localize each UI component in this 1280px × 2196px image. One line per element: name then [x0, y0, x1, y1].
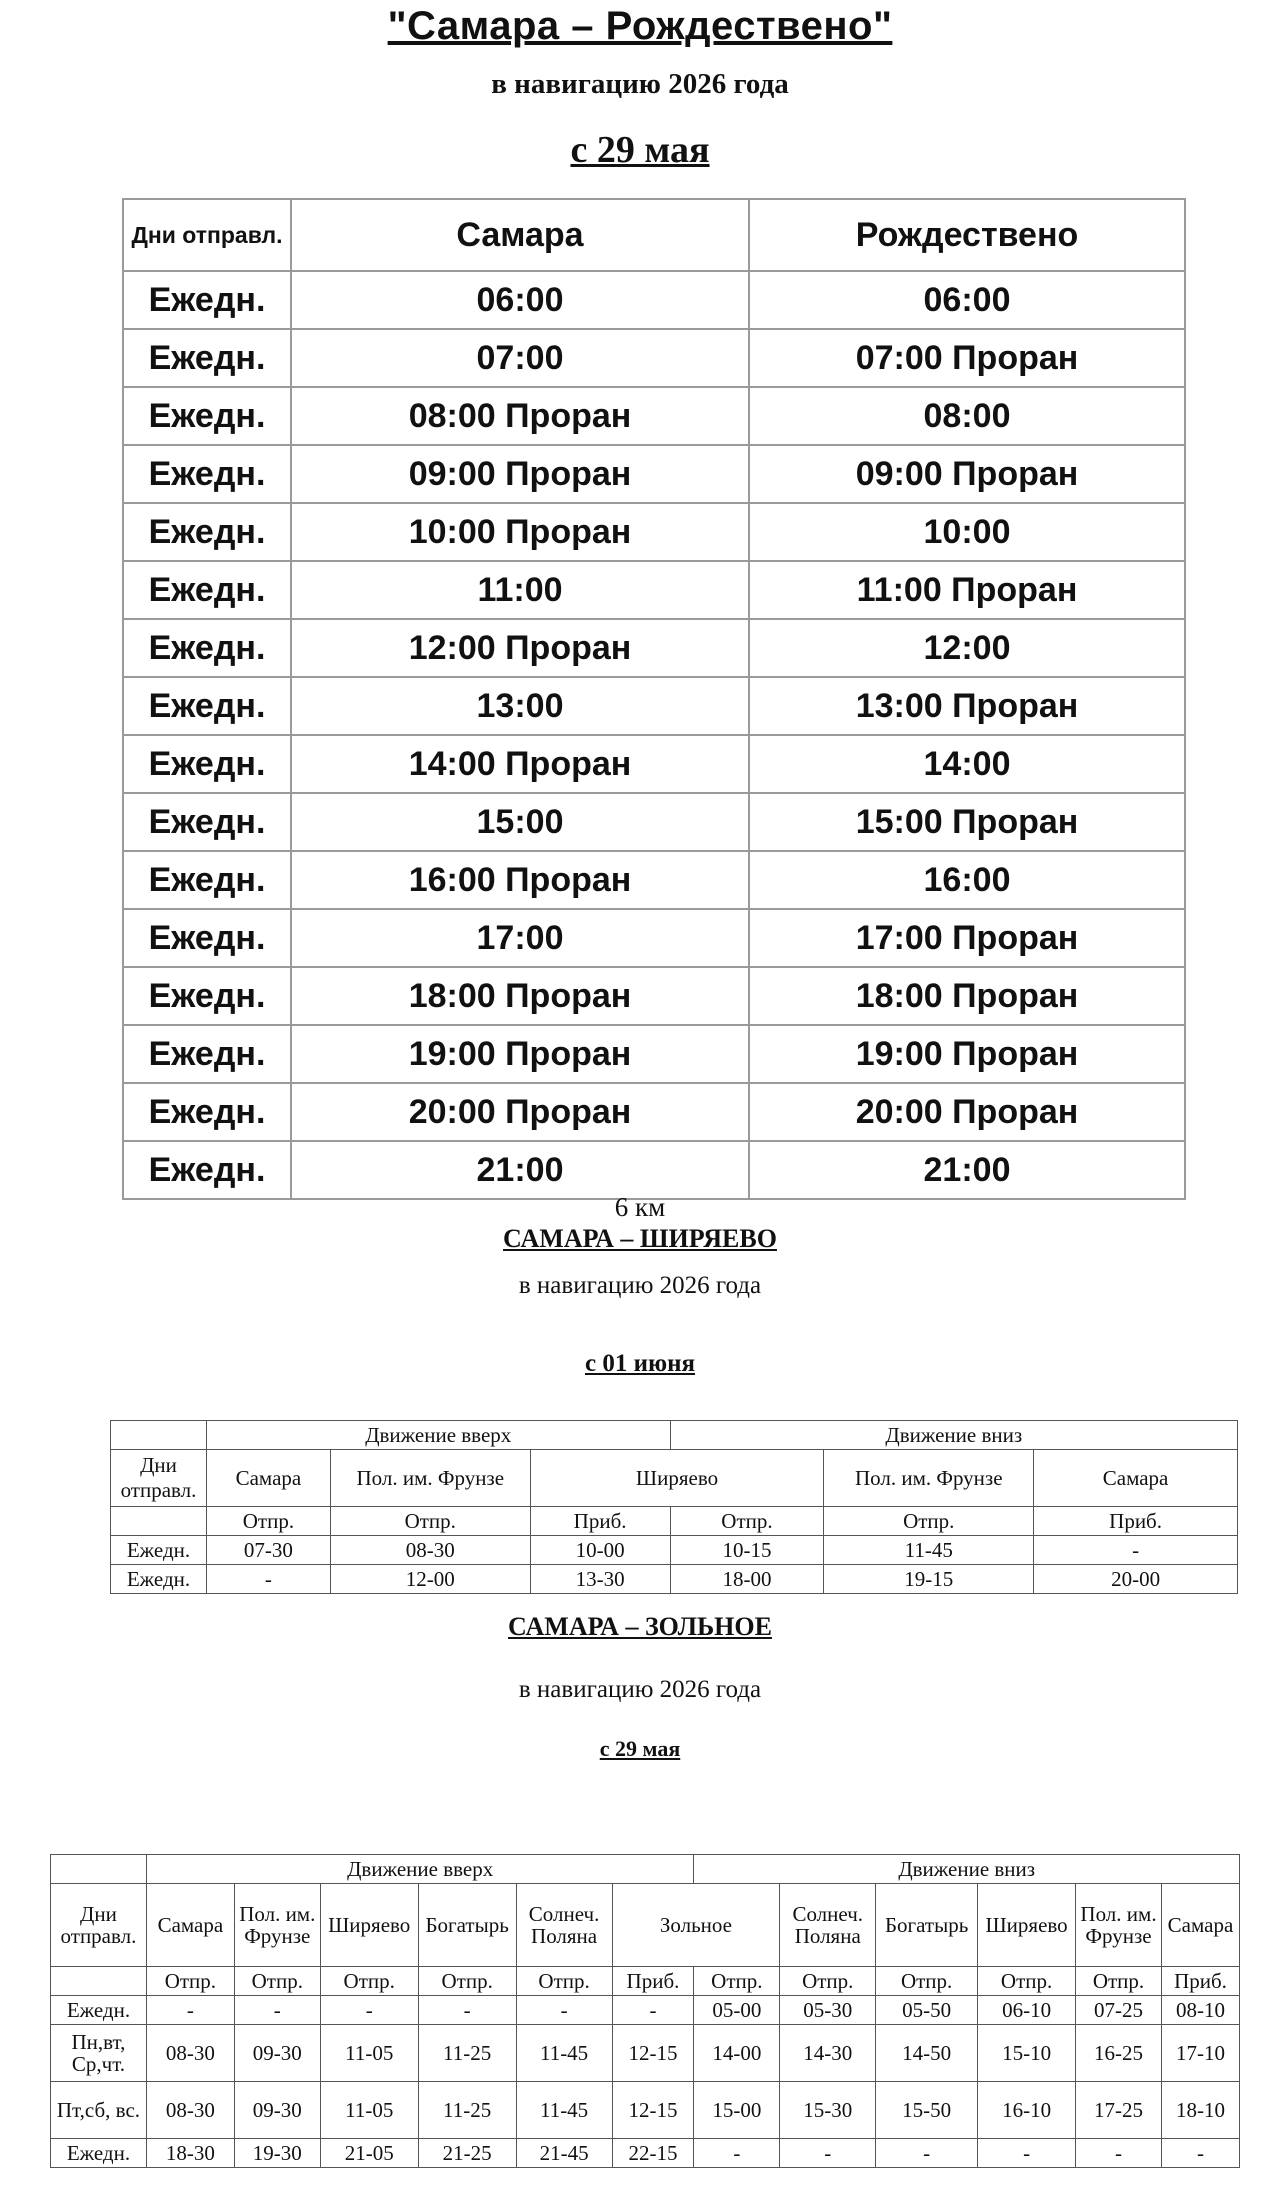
days-cell: Ежедн.: [111, 1536, 207, 1565]
time-cell: 20-00: [1034, 1565, 1238, 1594]
header-days: Дни отправл.: [111, 1450, 207, 1507]
rozhdestveno-time-cell: 07:00 Проран: [749, 329, 1185, 387]
samara-time-cell: 09:00 Проран: [291, 445, 749, 503]
table-row: [123, 793, 1185, 851]
days-cell: Ежедн.: [123, 909, 291, 967]
time-cell: 16-25: [1076, 2025, 1162, 2082]
days-cell: Ежедн.: [123, 561, 291, 619]
empty-cell: [111, 1421, 207, 1450]
schedule-table-rozhdestveno: [122, 198, 1186, 1200]
stop-frunze: Пол. им. Фрунзе: [330, 1450, 530, 1507]
subheader-cell: Отпр.: [330, 1507, 530, 1536]
samara-time-cell: 12:00 Проран: [291, 619, 749, 677]
time-cell: -: [694, 2139, 780, 2168]
days-cell: Пн,вт, Ср,чт.: [51, 2025, 147, 2082]
days-cell: Ежедн.: [123, 735, 291, 793]
time-cell: -: [1076, 2139, 1162, 2168]
days-cell: Ежедн.: [123, 271, 291, 329]
rozhdestveno-time-cell: 15:00 Проран: [749, 793, 1185, 851]
table-row: [123, 503, 1185, 561]
samara-time-cell: 18:00 Проран: [291, 967, 749, 1025]
title-samara-rozhdestveno: "Самара – Рождествено": [387, 4, 893, 48]
table-row: [123, 967, 1185, 1025]
time-cell: 05-30: [780, 1996, 876, 2025]
table-row: [111, 1565, 1238, 1594]
subheader-row: [111, 1507, 1238, 1536]
rozhdestveno-time-cell: 21:00: [749, 1141, 1185, 1199]
time-cell: 16-10: [978, 2082, 1076, 2139]
time-cell: 19-30: [234, 2139, 320, 2168]
samara-time-cell: 19:00 Проран: [291, 1025, 749, 1083]
subtitle-navigation-3: в навигацию 2026 года: [518, 1676, 762, 1703]
time-cell: 14-00: [694, 2025, 780, 2082]
samara-time-cell: 06:00: [291, 271, 749, 329]
days-cell: Ежедн.: [123, 851, 291, 909]
time-cell: 12-00: [330, 1565, 530, 1594]
time-cell: 07-30: [206, 1536, 330, 1565]
rozhdestveno-time-cell: 19:00 Проран: [749, 1025, 1185, 1083]
empty-cell: [51, 1967, 147, 1996]
subheader-cell: Приб.: [1161, 1967, 1239, 1996]
time-cell: 12-15: [612, 2082, 694, 2139]
stop-cell: Солнеч. Поляна: [516, 1884, 612, 1967]
stop-samara-down: Самара: [1034, 1450, 1238, 1507]
samara-time-cell: 16:00 Проран: [291, 851, 749, 909]
table-row: [123, 909, 1185, 967]
days-cell: Ежедн.: [51, 1996, 147, 2025]
time-cell: 10-15: [670, 1536, 824, 1565]
rozhdestveno-time-cell: 06:00: [749, 271, 1185, 329]
stop-cell: Зольное: [612, 1884, 780, 1967]
table-row: [123, 735, 1185, 793]
rozhdestveno-time-cell: 12:00: [749, 619, 1185, 677]
time-cell: -: [418, 1996, 516, 2025]
table-row: [123, 329, 1185, 387]
time-cell: 22-15: [612, 2139, 694, 2168]
time-cell: 13-30: [530, 1565, 670, 1594]
days-cell: Пт,сб, вс.: [51, 2082, 147, 2139]
table-row: [123, 851, 1185, 909]
stop-cell: Пол. им. Фрунзе: [234, 1884, 320, 1967]
samara-time-cell: 13:00: [291, 677, 749, 735]
days-cell: Ежедн.: [51, 2139, 147, 2168]
days-cell: Ежедн.: [123, 1083, 291, 1141]
time-cell: 17-25: [1076, 2082, 1162, 2139]
time-cell: 15-30: [780, 2082, 876, 2139]
samara-time-cell: 07:00: [291, 329, 749, 387]
days-cell: Ежедн.: [123, 677, 291, 735]
stop-cell: Пол. им. Фрунзе: [1076, 1884, 1162, 1967]
samara-time-cell: 11:00: [291, 561, 749, 619]
header-days: Дни отправл.: [123, 199, 291, 271]
time-cell: 15-10: [978, 2025, 1076, 2082]
time-cell: -: [234, 1996, 320, 2025]
rozhdestveno-time-cell: 13:00 Проран: [749, 677, 1185, 735]
subheader-cell: Отпр.: [1076, 1967, 1162, 1996]
time-cell: -: [876, 2139, 978, 2168]
time-cell: 21-25: [418, 2139, 516, 2168]
time-cell: 07-25: [1076, 1996, 1162, 2025]
time-cell: 15-50: [876, 2082, 978, 2139]
days-cell: Ежедн.: [123, 387, 291, 445]
rozhdestveno-time-cell: 11:00 Проран: [749, 561, 1185, 619]
time-cell: 11-05: [320, 2025, 418, 2082]
samara-time-cell: 20:00 Проран: [291, 1083, 749, 1141]
time-cell: 11-05: [320, 2082, 418, 2139]
subheader-cell: Отпр.: [516, 1967, 612, 1996]
time-cell: 11-45: [516, 2082, 612, 2139]
table-row: [123, 561, 1185, 619]
rozhdestveno-time-cell: 08:00: [749, 387, 1185, 445]
time-cell: 11-25: [418, 2082, 516, 2139]
table-row: [51, 1996, 1240, 2025]
subheader-cell: Отпр.: [824, 1507, 1034, 1536]
days-cell: Ежедн.: [123, 503, 291, 561]
subheader-row: [51, 1967, 1240, 1996]
stop-frunze-down: Пол. им. Фрунзе: [824, 1450, 1034, 1507]
days-cell: Ежедн.: [123, 793, 291, 851]
stop-cell: Самара: [146, 1884, 234, 1967]
subheader-cell: Приб.: [612, 1967, 694, 1996]
rozhdestveno-time-cell: 14:00: [749, 735, 1185, 793]
time-cell: -: [1161, 2139, 1239, 2168]
samara-time-cell: 21:00: [291, 1141, 749, 1199]
time-cell: 08-30: [330, 1536, 530, 1565]
time-cell: 21-45: [516, 2139, 612, 2168]
start-date: с 29 мая: [570, 129, 710, 171]
subheader-cell: Приб.: [1034, 1507, 1238, 1536]
stop-shiryaevo: Ширяево: [530, 1450, 824, 1507]
header-samara: Самара: [291, 199, 749, 271]
time-cell: 08-30: [146, 2082, 234, 2139]
days-cell: Ежедн.: [123, 1025, 291, 1083]
title-samara-zolnoe: САМАРА – ЗОЛЬНОЕ: [508, 1612, 772, 1641]
subheader-cell: Приб.: [530, 1507, 670, 1536]
start-date-2: с 01 июня: [584, 1350, 696, 1377]
time-cell: 19-15: [824, 1565, 1034, 1594]
direction-up: Движение вверх: [206, 1421, 670, 1450]
start-date-3: с 29 мая: [599, 1736, 681, 1761]
time-cell: 18-30: [146, 2139, 234, 2168]
time-cell: 11-45: [516, 2025, 612, 2082]
table-row: [123, 677, 1185, 735]
table-row: [51, 2139, 1240, 2168]
empty-cell: [111, 1507, 207, 1536]
time-cell: 18-00: [670, 1565, 824, 1594]
rozhdestveno-time-cell: 10:00: [749, 503, 1185, 561]
stop-cell: Ширяево: [978, 1884, 1076, 1967]
time-cell: 08-10: [1161, 1996, 1239, 2025]
table-row: [123, 271, 1185, 329]
title-samara-shiryaevo: САМАРА – ШИРЯЕВО: [503, 1224, 777, 1253]
subheader-cell: Отпр.: [206, 1507, 330, 1536]
time-cell: 11-45: [824, 1536, 1034, 1565]
time-cell: -: [206, 1565, 330, 1594]
stop-cell: Солнеч. Поляна: [780, 1884, 876, 1967]
table-row: [123, 1141, 1185, 1199]
stop-cell: Самара: [1161, 1884, 1239, 1967]
samara-time-cell: 08:00 Проран: [291, 387, 749, 445]
samara-time-cell: 17:00: [291, 909, 749, 967]
time-cell: -: [146, 1996, 234, 2025]
rozhdestveno-time-cell: 18:00 Проран: [749, 967, 1185, 1025]
days-cell: Ежедн.: [123, 445, 291, 503]
direction-down: Движение вниз: [670, 1421, 1237, 1450]
page-number: 6 км: [614, 1192, 666, 1222]
days-cell: Ежедн.: [123, 619, 291, 677]
time-cell: 18-10: [1161, 2082, 1239, 2139]
days-cell: Ежедн.: [123, 967, 291, 1025]
time-cell: 15-00: [694, 2082, 780, 2139]
time-cell: -: [780, 2139, 876, 2168]
rozhdestveno-time-cell: 17:00 Проран: [749, 909, 1185, 967]
time-cell: -: [320, 1996, 418, 2025]
table-row: [123, 1083, 1185, 1141]
time-cell: -: [978, 2139, 1076, 2168]
time-cell: -: [1034, 1536, 1238, 1565]
table-row: [123, 619, 1185, 677]
empty-cell: [51, 1855, 147, 1884]
header-days: Дни отправл.: [51, 1884, 147, 1967]
stop-cell: Ширяево: [320, 1884, 418, 1967]
subheader-cell: Отпр.: [320, 1967, 418, 1996]
subheader-cell: Отпр.: [670, 1507, 824, 1536]
time-cell: 17-10: [1161, 2025, 1239, 2082]
direction-row: [111, 1421, 1238, 1450]
time-cell: 05-50: [876, 1996, 978, 2025]
days-cell: Ежедн.: [123, 329, 291, 387]
time-cell: 11-25: [418, 2025, 516, 2082]
days-cell: Ежедн.: [123, 1141, 291, 1199]
table-row: [123, 387, 1185, 445]
time-cell: 14-30: [780, 2025, 876, 2082]
rozhdestveno-time-cell: 20:00 Проран: [749, 1083, 1185, 1141]
stops-row: [111, 1450, 1238, 1507]
time-cell: 09-30: [234, 2082, 320, 2139]
stop-cell: Богатырь: [876, 1884, 978, 1967]
subheader-cell: Отпр.: [234, 1967, 320, 1996]
subtitle-navigation-2: в навигацию 2026 года: [518, 1272, 762, 1299]
time-cell: 12-15: [612, 2025, 694, 2082]
stop-samara: Самара: [206, 1450, 330, 1507]
table-row: [111, 1536, 1238, 1565]
samara-time-cell: 15:00: [291, 793, 749, 851]
subheader-cell: Отпр.: [780, 1967, 876, 1996]
direction-row: [51, 1855, 1240, 1884]
table-row: [51, 2082, 1240, 2139]
days-cell: Ежедн.: [111, 1565, 207, 1594]
time-cell: 09-30: [234, 2025, 320, 2082]
subtitle-navigation: в навигацию 2026 года: [491, 68, 789, 100]
direction-down: Движение вниз: [694, 1855, 1240, 1884]
schedule-table-shiryaevo: [110, 1420, 1238, 1594]
rozhdestveno-time-cell: 16:00: [749, 851, 1185, 909]
rozhdestveno-time-cell: 09:00 Проран: [749, 445, 1185, 503]
stop-cell: Богатырь: [418, 1884, 516, 1967]
table-row: [123, 445, 1185, 503]
table-header-row: [123, 199, 1185, 271]
time-cell: -: [516, 1996, 612, 2025]
subheader-cell: Отпр.: [876, 1967, 978, 1996]
subheader-cell: Отпр.: [146, 1967, 234, 1996]
schedule-table-zolnoe: [50, 1854, 1240, 2168]
subheader-cell: Отпр.: [978, 1967, 1076, 1996]
time-cell: -: [612, 1996, 694, 2025]
subheader-cell: Отпр.: [418, 1967, 516, 1996]
time-cell: 14-50: [876, 2025, 978, 2082]
time-cell: 05-00: [694, 1996, 780, 2025]
header-rozhdestveno: Рождествено: [749, 199, 1185, 271]
time-cell: 06-10: [978, 1996, 1076, 2025]
table-row: [123, 1025, 1185, 1083]
time-cell: 10-00: [530, 1536, 670, 1565]
time-cell: 08-30: [146, 2025, 234, 2082]
subheader-cell: Отпр.: [694, 1967, 780, 1996]
direction-up: Движение вверх: [146, 1855, 694, 1884]
stops-row: [51, 1884, 1240, 1967]
time-cell: 21-05: [320, 2139, 418, 2168]
samara-time-cell: 14:00 Проран: [291, 735, 749, 793]
table-row: [51, 2025, 1240, 2082]
samara-time-cell: 10:00 Проран: [291, 503, 749, 561]
